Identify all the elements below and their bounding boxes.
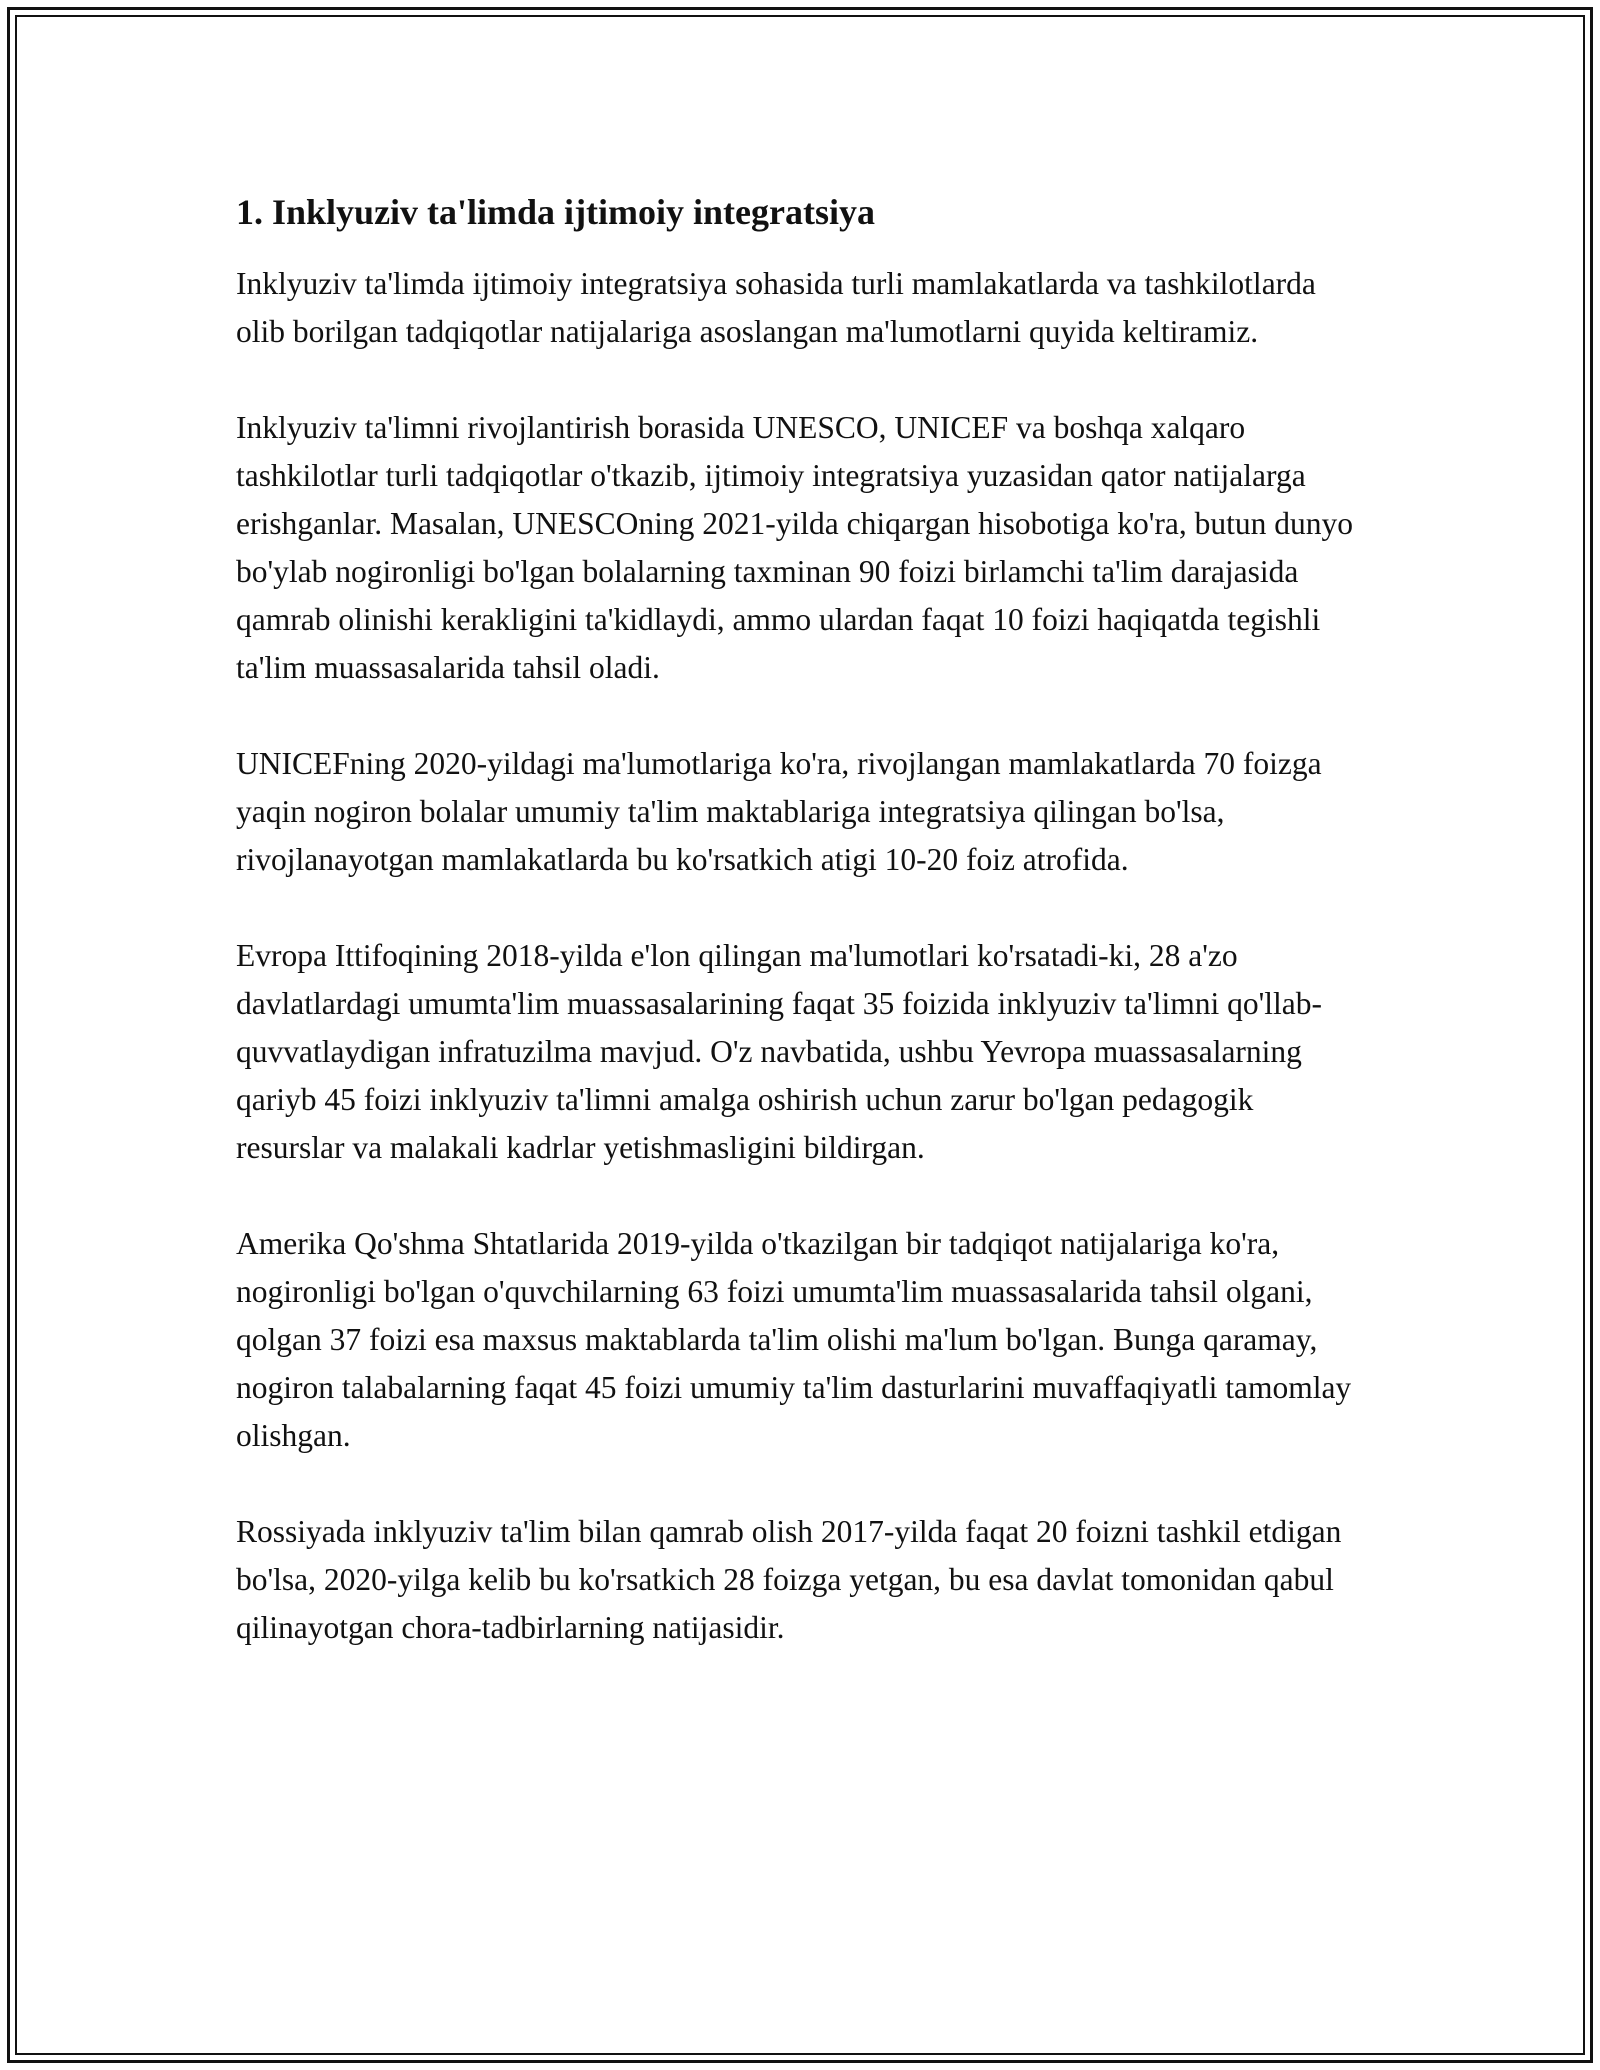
- section-heading: 1. Inklyuziv ta'limda ijtimoiy integratsiya: [236, 192, 875, 232]
- paragraph-unicef: UNICEFning 2020-yildagi ma'lumotlariga ko'ra, rivojlangan mamlakatlarda 70 foizga yaqin nogiron bolalar umumiy ta'lim maktablariga integratsiya qilingan bo'lsa, rivojlanayotgan mamlakatlarda bu ko'rsatkich atigi 10-20 foiz atrofida.: [236, 746, 1322, 877]
- paragraph-russia: Rossiyada inklyuziv ta'lim bilan qamrab olish 2017-yilda faqat 20 foizni tashkil etdigan bo'lsa, 2020-yilga kelib bu ko'rsatkich 28 foizga yetgan, bu esa davlat tomonidan qabul qilinayotgan chora-tadbirlarning natijasidir.: [236, 1514, 1342, 1645]
- paragraph-intro: Inklyuziv ta'limda ijtimoiy integratsiya sohasida turli mamlakatlarda va tashkilotlarda olib borilgan tadqiqotlar natijalariga asoslangan ma'lumotlarni quyida keltiramiz.: [236, 266, 1316, 349]
- paragraph-unesco: Inklyuziv ta'limni rivojlantirish borasida UNESCO, UNICEF va boshqa xalqaro tashkilotlar turli tadqiqotlar o'tkazib, ijtimoiy integratsiya yuzasidan qator natijalarga erishganlar. Masalan, UNESCOning 2021-yilda chiqargan hisobotiga ko'ra, butun dunyo bo'ylab nogironligi bo'lgan bolalarning taxminan 90 foizi birlamchi ta'lim darajasida qamrab olinishi kerakligini ta'kidlaydi, ammo ulardan faqat 10 foizi haqiqatda tegishli ta'lim muassasalarida tahsil oladi.: [236, 410, 1354, 685]
- paragraph-europe: Evropa Ittifoqining 2018-yilda e'lon qilingan ma'lumotlari ko'rsatadi-ki, 28 a'zo davlatlardagi umumta'lim muassasalarining faqat 35 foizida inklyuziv ta'limni qo'llab-quvvatlaydigan infratuzilma mavjud. O'z navbatida, ushbu Yevropa muassasalarning qariyb 45 foizi inklyuziv ta'limni amalga oshirish uchun zarur bo'lgan pedagogik resurslar va malakali kadrlar yetishmasligini bildirgan.: [236, 938, 1322, 1165]
- document-body: [236, 188, 1366, 1700]
- paragraph-usa: Amerika Qo'shma Shtatlarida 2019-yilda o'tkazilgan bir tadqiqot natijalariga ko'ra, nogironligi bo'lgan o'quvchilarning 63 foizi umumta'lim muassasalarida tahsil olgani, qolgan 37 foizi esa maxsus maktablarda ta'lim olishi ma'lum bo'lgan. Bunga qaramay, nogiron talabalarning faqat 45 foizi umumiy ta'lim dasturlarini muvaffaqiyatli tamomlay olishgan.: [236, 1226, 1352, 1453]
